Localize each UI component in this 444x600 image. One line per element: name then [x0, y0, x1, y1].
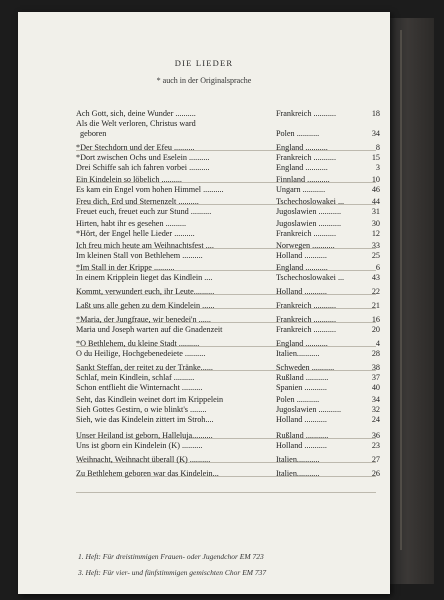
song-title: Es kam ein Engel vom hohen Himmel .......... [76, 185, 224, 194]
song-title: Zu Bethlehem geboren war das Kindelein... [76, 469, 219, 478]
song-page: 26 [371, 469, 380, 478]
song-page: 18 [371, 109, 380, 118]
song-title: Schlaf, mein Kindlein, schlaf .......... [76, 373, 195, 382]
song-page: 6 [375, 263, 380, 272]
song-title: Unser Heiland ist geborn, Halleluja.......... [76, 431, 213, 440]
song-title: O du Heilige, Hochgebenedeiete .......... [76, 349, 206, 358]
song-country: Frankreich ........... [276, 301, 337, 310]
song-row [18, 454, 390, 466]
song-page: 8 [375, 143, 380, 152]
song-row [18, 414, 390, 426]
song-country: Frankreich ........... [276, 315, 337, 324]
song-page: 16 [371, 315, 380, 324]
book-page [18, 12, 390, 594]
song-title: Uns ist gborn ein Kindelein (K) .......... [76, 441, 203, 450]
song-country: Polen ........... [276, 129, 320, 138]
song-page: 15 [371, 153, 380, 162]
footer-note-2: 3. Heft: Für vier- und fünfstimmigen gemischten Chor EM 737 [78, 568, 267, 577]
song-page: 38 [371, 363, 380, 372]
song-country: Norwegen ........... [276, 241, 335, 250]
song-row [18, 272, 390, 284]
page-subtitle: * auch in der Originalsprache [156, 76, 252, 85]
song-country: England ........... [276, 263, 328, 272]
song-country: Schweden ........... [276, 363, 335, 372]
song-page: 37 [371, 373, 380, 382]
song-country: Rußland ........... [276, 373, 329, 382]
song-row [18, 250, 390, 262]
song-country: Holland ........... [276, 441, 327, 450]
song-country: Finnland ........... [276, 175, 330, 184]
song-country: Holland ........... [276, 251, 327, 260]
song-country: Spanien ........... [276, 383, 327, 392]
song-row [18, 162, 390, 174]
song-title: Freuet euch, freuet euch zur Stund .......... [76, 207, 212, 216]
song-page: 28 [371, 349, 380, 358]
song-title: *Hört, der Engel helle Lieder .......... [76, 229, 195, 238]
song-page: 23 [371, 441, 380, 450]
song-row [18, 206, 390, 218]
song-title: Laßt uns alle gehen zu dem Kindelein ...... [76, 301, 215, 310]
song-country: Italien........... [276, 469, 320, 478]
song-row [18, 468, 390, 480]
song-page: 40 [371, 383, 380, 392]
song-page: 25 [371, 251, 380, 260]
song-title: Kommt, verwundert euch, ihr Leute.......... [76, 287, 215, 296]
page-edge-line [400, 30, 402, 550]
song-row [18, 440, 390, 452]
song-title: Schon entflieht die Winternacht .......... [76, 383, 203, 392]
song-page: 22 [371, 287, 380, 296]
song-country: Ungarn ........... [276, 185, 326, 194]
song-title: *Der Stechdorn und der Efeu .......... [76, 143, 195, 152]
song-country: Jugoslawien ........... [276, 207, 342, 216]
song-country: Frankreich ........... [276, 153, 337, 162]
footer-note-1: 1. Heft: Für dreistimmigen Frauen- oder Jugendchor EM 723 [78, 552, 264, 561]
song-page: 43 [371, 273, 380, 282]
song-title: Als die Welt verloren, Christus ward [76, 119, 196, 128]
song-title: *Maria, der Jungfraue, wir benedei'n ...... [76, 315, 211, 324]
song-page: 21 [371, 301, 380, 310]
song-title: Seht, das Kindlein weinet dort im Krippelein [76, 395, 224, 404]
song-page: 34 [371, 129, 380, 138]
song-page: 30 [371, 219, 380, 228]
song-page: 34 [371, 395, 380, 404]
song-page: 46 [371, 185, 380, 194]
adjacent-page-edge [390, 18, 434, 584]
song-page: 24 [371, 415, 380, 424]
song-title: Im kleinen Stall von Bethlehem .......... [76, 251, 203, 260]
song-row [18, 382, 390, 394]
song-title: *Im Stall in der Krippe .......... [76, 263, 175, 272]
song-title: Maria und Joseph warten auf die Gnadenzeit [76, 325, 223, 334]
song-country: Italien........... [276, 349, 320, 358]
song-country: Italien........... [276, 455, 320, 464]
song-page: 4 [375, 339, 380, 348]
song-title: In einem Kripplein lieget das Kindlein .... [76, 273, 213, 282]
song-country: England ........... [276, 143, 328, 152]
song-country: Holland ........... [276, 287, 327, 296]
song-title: *Dort zwischen Ochs und Eselein .......... [76, 153, 210, 162]
song-country: Jugoslawien ........... [276, 405, 342, 414]
page-title: DIE LIEDER [174, 58, 234, 68]
song-page: 44 [371, 197, 380, 206]
song-title: Ein Kindelein so löbelich .......... [76, 175, 182, 184]
song-page: 12 [371, 229, 380, 238]
song-row [18, 228, 390, 240]
song-title: Freu dich, Erd und Sternenzelt .......... [76, 197, 199, 206]
song-page: 33 [371, 241, 380, 250]
song-title: Sieh, wie das Kindelein zittert im Stroh.... [76, 415, 214, 424]
song-country: Rußland ........... [276, 431, 329, 440]
row-separator [76, 492, 376, 493]
song-page: 20 [371, 325, 380, 334]
song-page: 36 [371, 431, 380, 440]
song-title: Hirten, habt ihr es gesehen .......... [76, 219, 187, 228]
song-row [18, 348, 390, 360]
song-country: Tschechoslowakei ... [276, 197, 345, 206]
song-row [18, 324, 390, 336]
song-country: Polen ........... [276, 395, 320, 404]
song-row [18, 286, 390, 298]
song-title: Drei Schiffe sah ich fahren vorbei .......... [76, 163, 210, 172]
song-row [18, 300, 390, 312]
song-country: England ........... [276, 163, 328, 172]
song-country: Holland ........... [276, 415, 327, 424]
song-page: 31 [371, 207, 380, 216]
song-page: 27 [371, 455, 380, 464]
song-country: Frankreich ........... [276, 325, 337, 334]
song-page: 32 [371, 405, 380, 414]
song-country: Frankreich ........... [276, 229, 337, 238]
song-page: 3 [375, 163, 380, 172]
song-country: Frankreich ........... [276, 109, 337, 118]
song-country: England ........... [276, 339, 328, 348]
song-title: geboren [80, 129, 107, 138]
song-page: 10 [371, 175, 380, 184]
song-country: Jugoslawien ........... [276, 219, 342, 228]
song-row [18, 128, 390, 140]
song-title: Ich freu mich heute am Weihnachtsfest .... [76, 241, 214, 250]
song-title: Sieh Gottes Gestirn, o wie blinkt's ........ [76, 405, 207, 414]
song-title: *O Bethlehem, du kleine Stadt .......... [76, 339, 200, 348]
song-country: Tschechoslowakei ... [276, 273, 345, 282]
song-title: Weihnacht, Weihnacht überall (K) .......... [76, 455, 211, 464]
song-title: Ach Gott, sich, deine Wunder .......... [76, 109, 196, 118]
song-title: Sankt Steffan, der reitet zu der Tränke...... [76, 363, 213, 372]
song-row [18, 184, 390, 196]
